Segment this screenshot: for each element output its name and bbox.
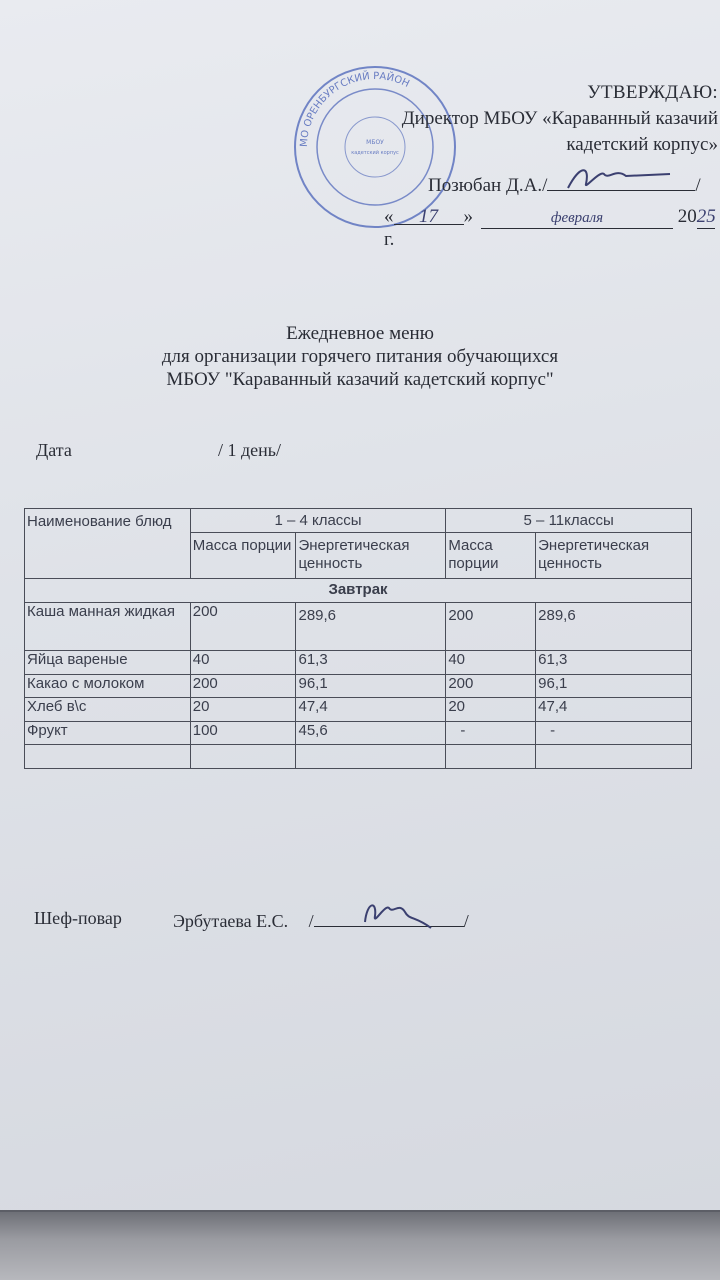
energy-2: 47,4 <box>536 698 692 722</box>
svg-text:кадетский корпус: кадетский корпус <box>351 150 399 156</box>
chef-name: Эрбутаева Е.С. <box>173 911 289 931</box>
header-group-5-11: 5 – 11классы <box>446 509 692 533</box>
mass-1: 200 <box>190 675 296 698</box>
mass-2: 200 <box>446 675 536 698</box>
mass-2: 20 <box>446 698 536 722</box>
energy-2: - <box>536 722 692 745</box>
header-mass-2: Масса порции <box>446 533 536 579</box>
mass-1: 40 <box>190 651 296 675</box>
energy-1: 96,1 <box>296 675 446 698</box>
energy-1 <box>296 745 446 769</box>
menu-title <box>0 322 720 391</box>
mass-1: 20 <box>190 698 296 722</box>
chef-label: Шеф-повар <box>34 908 122 928</box>
approver-position-line1: Директор МБОУ «Караванный казачий <box>401 108 718 129</box>
title-line1: Ежедневное меню <box>286 323 434 344</box>
energy-1: 61,3 <box>296 651 446 675</box>
table-row <box>25 722 692 745</box>
table-row <box>25 745 692 769</box>
table-row <box>25 603 692 651</box>
title-line3: МБОУ "Караванный казачий кадетский корпус" <box>166 369 554 390</box>
dish-name <box>25 745 191 769</box>
mass-2: 40 <box>446 651 536 675</box>
chef-signature-icon <box>315 892 435 932</box>
header-dish: Наименование блюд <box>25 509 191 579</box>
menu-table <box>24 508 692 769</box>
date-label: Дата <box>36 440 72 460</box>
desk-surface <box>0 1212 720 1280</box>
mass-1: 200 <box>190 603 296 651</box>
energy-1: 45,6 <box>296 722 446 745</box>
energy-1: 47,4 <box>296 698 446 722</box>
title-line2: для организации горячего питания обучающихся <box>161 346 559 367</box>
mass-1: 100 <box>190 722 296 745</box>
dish-name: Какао с молоком <box>25 675 191 698</box>
mass-2: - <box>446 722 536 745</box>
approver-signature-icon <box>560 160 680 200</box>
section-breakfast: Завтрак <box>25 579 692 603</box>
energy-1: 289,6 <box>296 603 446 651</box>
approver-position-line2: кадетский корпус» <box>566 134 718 155</box>
dish-name: Хлеб в\с <box>25 698 191 722</box>
header-energy-2: Энергетическая ценность <box>536 533 692 579</box>
approval-date-line: « 17 » февраля 2025 г. <box>384 206 716 250</box>
day-number: / 1 день/ <box>218 440 281 460</box>
dish-name: Фрукт <box>25 722 191 745</box>
approval-date-day: 17 <box>394 206 464 225</box>
header-mass-1: Масса порции <box>190 533 296 579</box>
energy-2: 96,1 <box>536 675 692 698</box>
approval-date-year: 25 <box>696 206 716 227</box>
energy-2 <box>536 745 692 769</box>
approval-date-month: февраля <box>481 210 673 229</box>
approver-name: Позюбан Д.А./ <box>428 175 548 196</box>
table-row <box>25 651 692 675</box>
header-energy-1: Энергетическая ценность <box>296 533 446 579</box>
mass-1 <box>190 745 296 769</box>
table-row <box>25 675 692 698</box>
dish-name: Яйца вареные <box>25 651 191 675</box>
svg-text:МО ОРЕНБУРГСКИЙ РАЙОН: МО ОРЕНБУРГСКИЙ РАЙОН <box>298 70 412 148</box>
energy-2: 61,3 <box>536 651 692 675</box>
header-group-1-4: 1 – 4 классы <box>190 509 446 533</box>
energy-2: 289,6 <box>536 603 692 651</box>
mass-2: 200 <box>446 603 536 651</box>
svg-text:МБОУ: МБОУ <box>366 139 384 146</box>
mass-2 <box>446 745 536 769</box>
approve-label: УТВЕРЖДАЮ: <box>587 82 718 103</box>
signature-slash: / <box>695 175 701 196</box>
chef-name-line: Эрбутаева Е.С. / / <box>173 908 469 932</box>
approval-block <box>298 80 718 158</box>
table-row <box>25 698 692 722</box>
dish-name: Каша манная жидкая <box>25 603 191 651</box>
